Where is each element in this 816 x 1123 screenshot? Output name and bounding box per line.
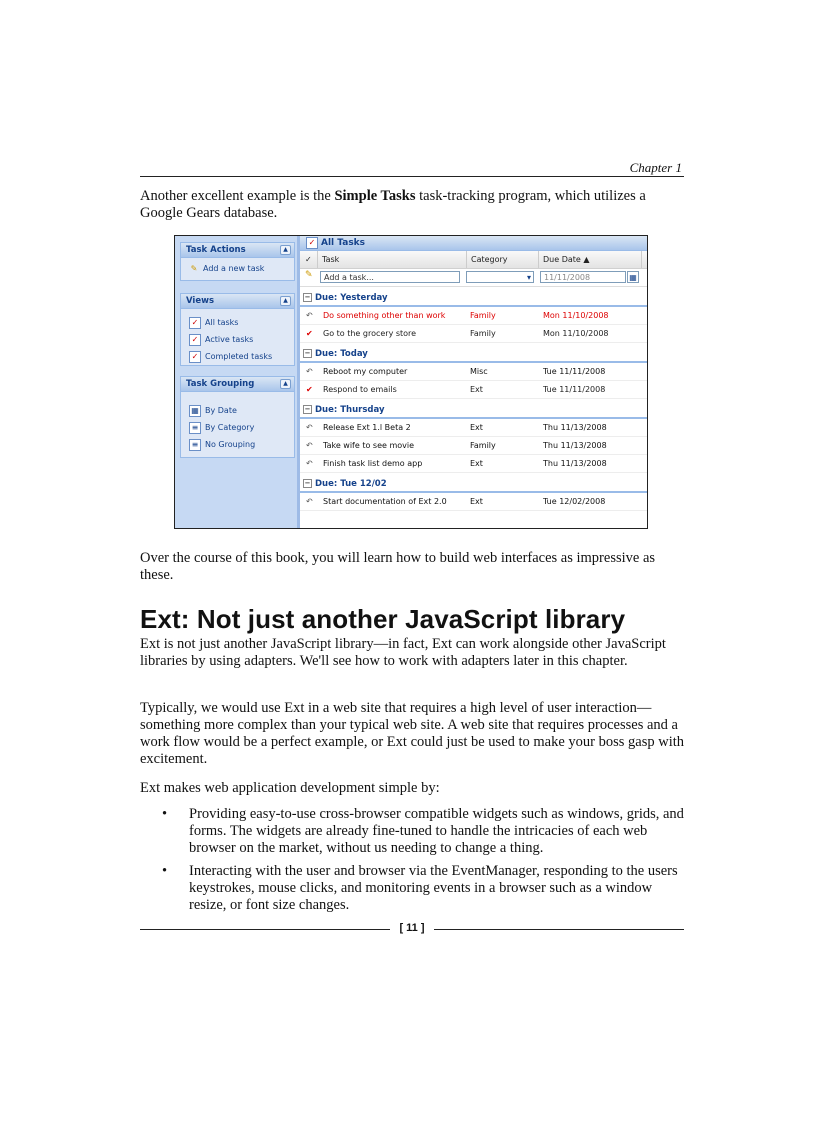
intro-text-1: Another excellent example is the: [140, 188, 335, 204]
task-status-icon[interactable]: ↶: [306, 367, 313, 376]
group-header[interactable]: [300, 401, 647, 419]
views-panel: [180, 293, 295, 366]
cell-category: Family: [470, 311, 496, 320]
view-completed-label: Completed tasks: [205, 352, 273, 361]
cell-category: Family: [470, 441, 496, 450]
view-all-tasks[interactable]: [181, 314, 294, 331]
collapse-icon[interactable]: ▲: [280, 296, 291, 306]
simple-tasks-screenshot: [174, 235, 648, 529]
view-active-label: Active tasks: [205, 335, 254, 344]
grid-title: All Tasks: [321, 238, 366, 248]
cell-due: Thu 11/13/2008: [543, 459, 607, 468]
table-row[interactable]: [300, 307, 647, 325]
group-label: Due: Today: [315, 349, 368, 359]
task-actions-panel: [180, 242, 295, 281]
cell-category: Ext: [470, 497, 483, 506]
bullet-list: [140, 806, 686, 920]
check-column-icon[interactable]: ✓: [300, 251, 318, 268]
intro-paragraph: [140, 188, 686, 222]
checkmark-icon[interactable]: ✔: [306, 329, 313, 338]
footer-rule-left: [140, 929, 390, 930]
group-header[interactable]: [300, 289, 647, 307]
group-label: Due: Yesterday: [315, 293, 388, 303]
bullet-item: [140, 863, 686, 914]
paragraph-4: Typically, we would use Ext in a web site that requires a high level of user interaction—something more complex than your typical web site. A web site that requires processes and a work flow would be a perfect example, or Ext could just be used to make your boss gasp with excitement.: [140, 700, 685, 767]
cell-task: Finish task list demo app: [323, 459, 423, 468]
views-header[interactable]: [181, 294, 294, 309]
task-grouping-title: Task Grouping: [186, 379, 255, 389]
pencil-icon: ✎: [190, 263, 198, 273]
add-new-task-label: Add a new task: [203, 264, 265, 273]
calendar-icon[interactable]: ▦: [627, 271, 639, 283]
bullet-item: [140, 806, 686, 857]
collapse-group-icon[interactable]: −: [304, 293, 311, 301]
paragraph-5: Ext makes web application development simple by:: [140, 780, 440, 796]
add-new-task-link[interactable]: [181, 258, 294, 280]
col-task[interactable]: Task: [318, 251, 467, 268]
task-actions-title: Task Actions: [186, 245, 246, 255]
group-by-category[interactable]: [181, 419, 294, 436]
cell-category: Ext: [470, 459, 483, 468]
due-date-field[interactable]: 11/11/2008: [540, 271, 626, 283]
category-select[interactable]: [466, 271, 534, 283]
by-date-label: By Date: [205, 406, 237, 415]
table-row[interactable]: [300, 493, 647, 511]
cell-due: Mon 11/10/2008: [543, 311, 609, 320]
cell-category: Misc: [470, 367, 488, 376]
views-title: Views: [186, 296, 215, 306]
cell-task: Reboot my computer: [323, 367, 408, 376]
task-status-icon[interactable]: ↶: [306, 441, 313, 450]
cell-category: Ext: [470, 423, 483, 432]
column-headers: [300, 251, 647, 269]
paragraph-2: Over the course of this book, you will learn how to build web interfaces as impressive as these.: [140, 550, 656, 583]
add-task-input[interactable]: Add a task...: [320, 271, 460, 283]
intro-bold: Simple Tasks: [334, 188, 416, 204]
no-grouping[interactable]: [181, 436, 294, 453]
chevron-down-icon[interactable]: ▾: [526, 273, 531, 282]
task-status-icon[interactable]: ↶: [306, 311, 313, 320]
task-grouping-header[interactable]: [181, 377, 294, 392]
cell-due: Tue 11/11/2008: [543, 367, 606, 376]
cell-task: Start documentation of Ext 2.0: [323, 497, 447, 506]
col-due-date[interactable]: Due Date ▲: [539, 251, 642, 268]
sidebar: [175, 236, 297, 528]
view-completed-tasks[interactable]: [181, 348, 294, 365]
checkmark-icon[interactable]: ✔: [306, 385, 313, 394]
pencil-icon: ✎: [305, 270, 313, 280]
list-icon: ≡: [189, 422, 201, 434]
table-row[interactable]: [300, 419, 647, 437]
bullet-dot: •: [162, 806, 168, 822]
table-row[interactable]: [300, 363, 647, 381]
task-grouping-panel: [180, 376, 295, 458]
task-status-icon[interactable]: ↶: [306, 423, 313, 432]
collapse-icon[interactable]: ▲: [280, 379, 291, 389]
cell-category: Ext: [470, 385, 483, 394]
checkbox-icon: ✓: [189, 351, 201, 363]
cell-task: Respond to emails: [323, 385, 397, 394]
cell-due: Thu 11/13/2008: [543, 423, 607, 432]
page-header: [140, 160, 684, 177]
col-category[interactable]: Category: [467, 251, 539, 268]
view-active-tasks[interactable]: [181, 331, 294, 348]
cell-due: Thu 11/13/2008: [543, 441, 607, 450]
footer-rule-right: [434, 929, 684, 930]
bullet-dot: •: [162, 863, 168, 879]
checkbox-icon: ✓: [306, 237, 318, 249]
cell-due: Mon 11/10/2008: [543, 329, 609, 338]
group-header[interactable]: [300, 475, 647, 493]
collapse-group-icon[interactable]: −: [304, 349, 311, 357]
chapter-label: Chapter 1: [629, 160, 682, 175]
group-header[interactable]: [300, 345, 647, 363]
table-row[interactable]: [300, 325, 647, 343]
checkbox-icon: ✓: [189, 317, 201, 329]
tasks-grid: [300, 236, 647, 528]
view-all-label: All tasks: [205, 318, 239, 327]
page-number: [ 11 ]: [399, 922, 425, 934]
cell-due: Tue 12/02/2008: [543, 497, 606, 506]
cell-task: Do something other than work: [323, 311, 446, 320]
cell-task: Take wife to see movie: [323, 441, 415, 450]
table-row[interactable]: [300, 381, 647, 399]
section-heading: Ext: Not just another JavaScript library: [140, 604, 626, 634]
cell-category: Family: [470, 329, 496, 338]
page-footer: [140, 922, 684, 936]
by-category-label: By Category: [205, 423, 255, 432]
add-task-row: [300, 269, 647, 287]
cell-task: Go to the grocery store: [323, 329, 417, 338]
collapse-icon[interactable]: ▲: [280, 245, 291, 255]
bullet-text: Providing easy-to-use cross-browser compatible widgets such as windows, grids, and forms. The widgets are already fine-tuned to handle the intricacies of each web browser on the market, without us needing to change a thing.: [189, 806, 684, 856]
task-groups: [300, 289, 647, 511]
group-label: Due: Tue 12/02: [315, 479, 387, 489]
table-row[interactable]: [300, 455, 647, 473]
collapse-group-icon[interactable]: −: [304, 479, 311, 487]
task-actions-header[interactable]: [181, 243, 294, 258]
list-icon: ≡: [189, 439, 201, 451]
intro-text-2: task-tracking program, which utilizes a Google Gears database.: [140, 188, 646, 221]
bullet-text: Interacting with the user and browser via the EventManager, responding to the users keystrokes, mouse clicks, and monitoring events in a browser such as a window resize, or font size changes.: [189, 863, 678, 913]
no-grouping-label: No Grouping: [205, 440, 256, 449]
calendar-icon: ▦: [189, 405, 201, 417]
table-row[interactable]: [300, 437, 647, 455]
group-by-date[interactable]: [181, 402, 294, 419]
group-label: Due: Thursday: [315, 405, 385, 415]
paragraph-3: Ext is not just another JavaScript library—in fact, Ext can work alongside other JavaScript libraries by using adapters. We'll see how to work with adapters later in this chapter.: [140, 636, 666, 669]
grid-header: [300, 236, 647, 251]
cell-due: Tue 11/11/2008: [543, 385, 606, 394]
checkbox-icon: ✓: [189, 334, 201, 346]
cell-task: Release Ext 1.l Beta 2: [323, 423, 411, 432]
collapse-group-icon[interactable]: −: [304, 405, 311, 413]
task-status-icon[interactable]: ↶: [306, 497, 313, 506]
task-status-icon[interactable]: ↶: [306, 459, 313, 468]
